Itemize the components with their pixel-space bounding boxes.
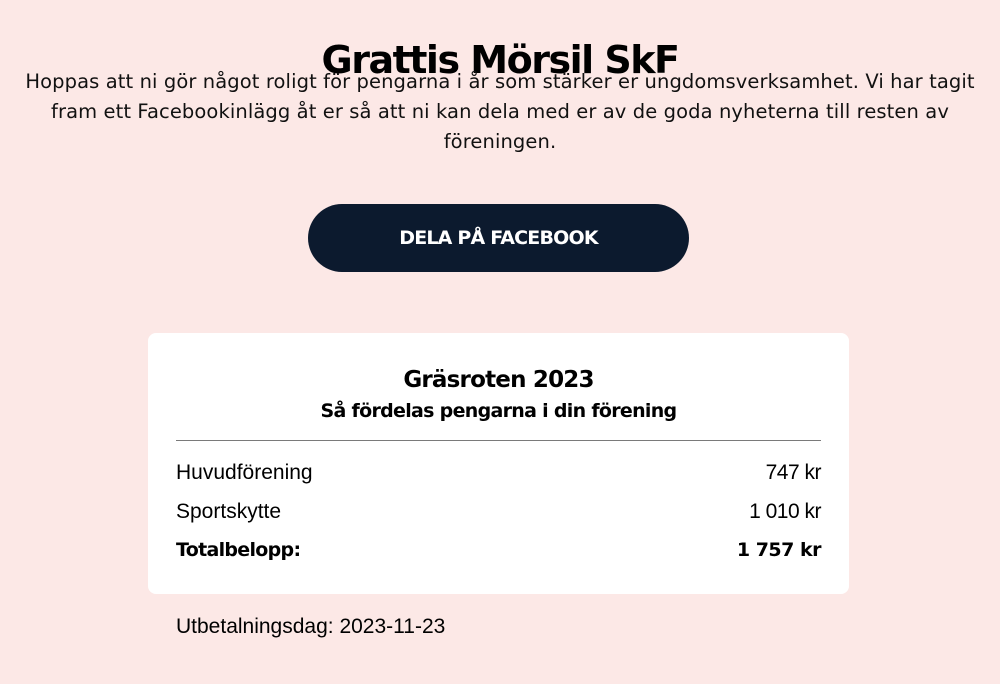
row-label: Sportskytte <box>176 500 282 523</box>
total-amount: 1 757 kr <box>736 539 821 561</box>
card-divider <box>176 440 821 441</box>
row-label: Huvudförening <box>176 461 313 484</box>
distribution-row-total <box>176 535 821 565</box>
page-title: Grattis Mörsil SkF <box>321 38 679 83</box>
distribution-card <box>148 333 849 594</box>
payout-date: Utbetalningsdag: 2023-11-23 <box>176 615 446 638</box>
card-title: Gräsroten 2023 <box>403 367 594 393</box>
total-label: Totalbelopp: <box>176 539 301 561</box>
distribution-row-huvudforening <box>176 458 821 488</box>
row-amount: 747 kr <box>765 461 821 484</box>
intro-text: Hoppas att ni gör något roligt för pengarna i år som stärker er ungdomsverksamhet. Vi har tagit fram ett Facebookinlägg åt er så att ni kan dela med er av de goda nyheterna till resten av föreningen. <box>25 70 975 153</box>
share-facebook-button[interactable]: DELA PÅ FACEBOOK <box>308 204 689 272</box>
distribution-row-sportskytte <box>176 497 821 527</box>
row-amount: 1 010 kr <box>749 500 821 523</box>
card-subtitle: Så fördelas pengarna i din förening <box>320 400 677 422</box>
